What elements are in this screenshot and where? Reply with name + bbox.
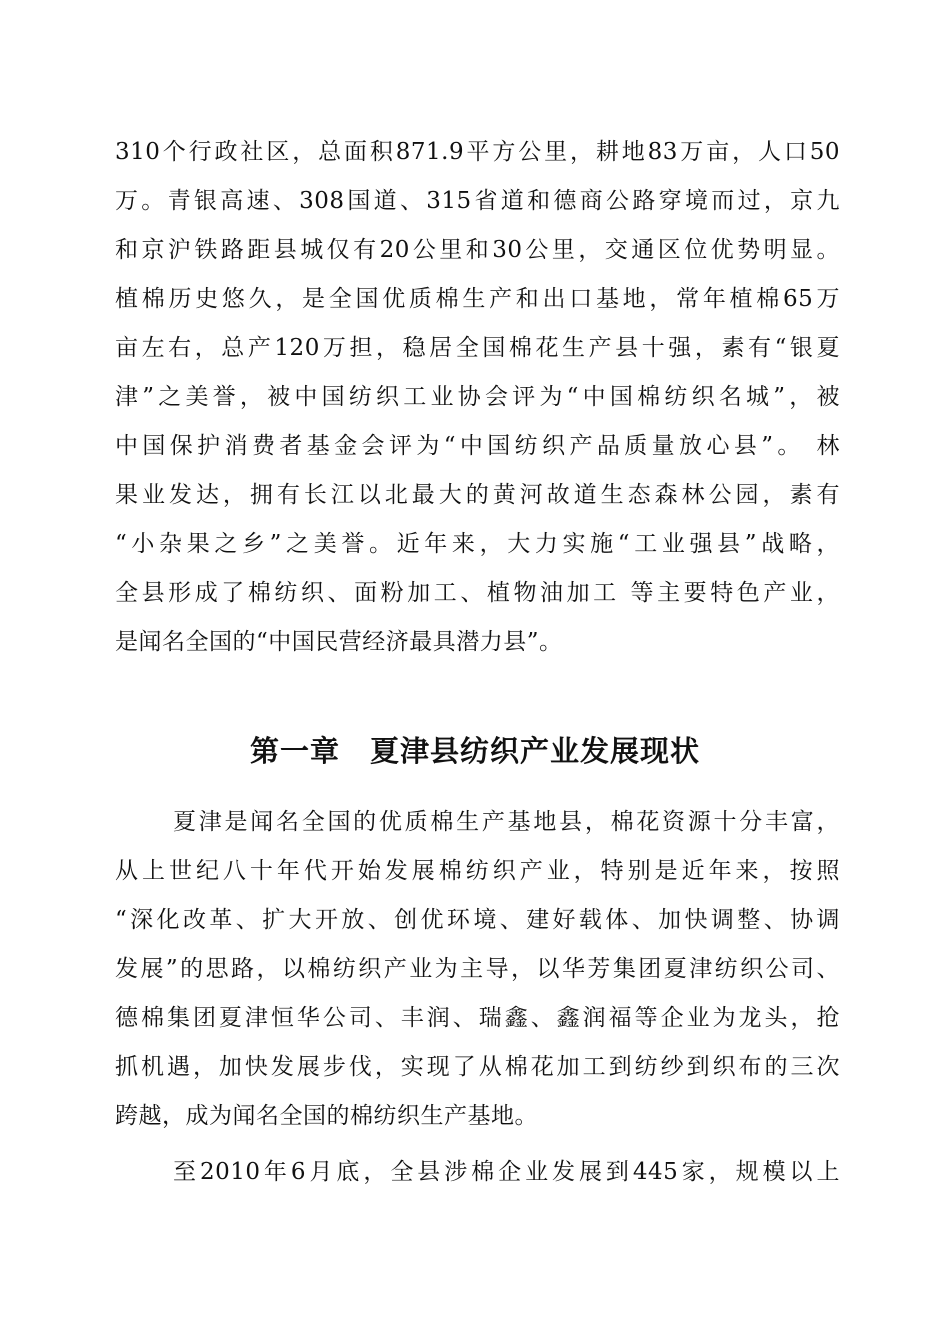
text-line: 310个行政社区，总面积871.9平方公里，耕地83万亩，人口50 <box>115 139 840 165</box>
chapter-title: 第一章 夏津县纺织产业发展现状 <box>249 734 700 768</box>
text-line: 万。青银高速、308国道、315省道和德商公路穿境而过，京九 <box>115 188 840 214</box>
text-line: 夏津是闻名全国的优质棉生产基地县，棉花资源十分丰富， <box>173 809 840 835</box>
text-line: 和京沪铁路距县城仅有20公里和30公里，交通区位优势明显。 <box>115 237 840 263</box>
text-line: 中国保护消费者基金会评为“中国纺织产品质量放心县”。 林 <box>115 433 840 459</box>
text-line: 是闻名全国的“中国民营经济最具潜力县”。 <box>115 629 563 655</box>
text-line: 植棉历史悠久，是全国优质棉生产和出口基地，常年植棉65万 <box>115 286 840 312</box>
chapter-paragraph <box>115 798 840 1141</box>
intro-paragraph <box>115 128 840 667</box>
text-line: 发展”的思路，以棉纺织产业为主导，以华芳集团夏津纺织公司、 <box>115 956 840 982</box>
text-line: 至2010年6月底，全县涉棉企业发展到445家，规模以上 <box>173 1159 840 1185</box>
text-line: “深化改革、扩大开放、创优环境、建好载体、加快调整、协调 <box>115 907 840 933</box>
text-line: 果业发达，拥有长江以北最大的黄河故道生态森林公园，素有 <box>115 482 840 508</box>
text-line: “小杂果之乡”之美誉。近年来，大力实施“工业强县”战略， <box>115 531 840 557</box>
text-line: 亩左右，总产120万担，稳居全国棉花生产县十强，素有“银夏 <box>115 335 840 361</box>
text-line: 从上世纪八十年代开始发展棉纺织产业，特别是近年来，按照 <box>115 858 840 884</box>
text-line: 跨越，成为闻名全国的棉纺织生产基地。 <box>115 1103 538 1129</box>
text-line: 德棉集团夏津恒华公司、丰润、瑞鑫、鑫润福等企业为龙头，抢 <box>115 1005 840 1031</box>
chapter-paragraph-2 <box>115 1148 840 1197</box>
text-line: 津”之美誉，被中国纺织工业协会评为“中国棉纺织名城”，被 <box>115 384 840 410</box>
text-line: 抓机遇，加快发展步伐，实现了从棉花加工到纺纱到织布的三次 <box>115 1054 840 1080</box>
text-line: 全县形成了棉纺织、面粉加工、植物油加工 等主要特色产业， <box>115 580 840 606</box>
